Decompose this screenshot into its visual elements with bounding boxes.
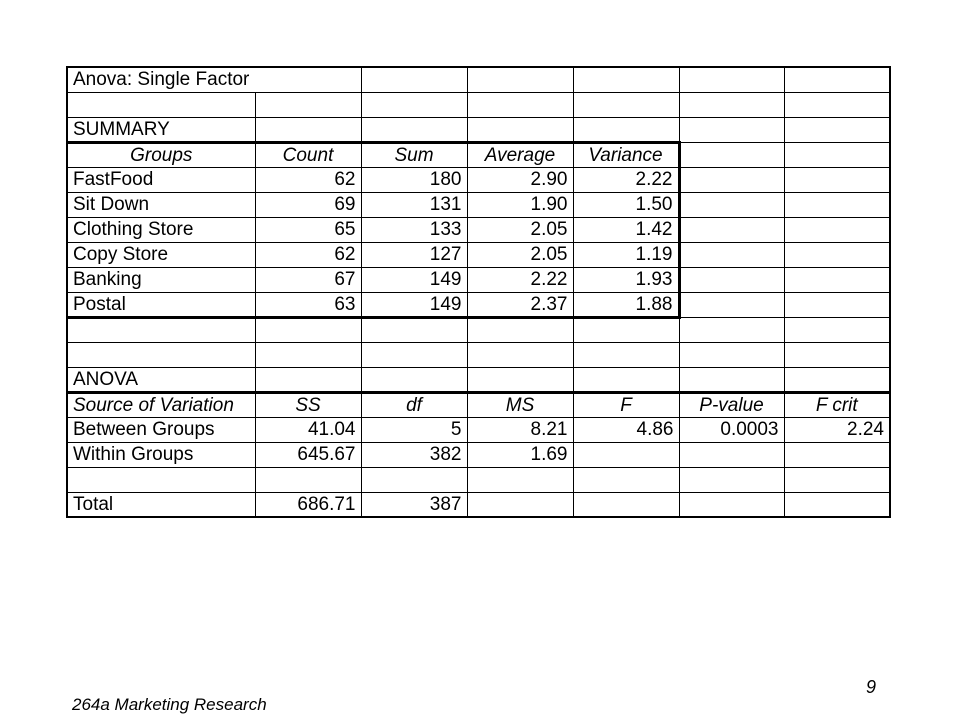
summary-label-row (67, 117, 890, 142)
ss-value: 41.04 (255, 417, 361, 442)
cell (67, 92, 255, 117)
source-name: Total (67, 492, 255, 517)
group-variance: 1.42 (573, 217, 679, 242)
cell (679, 492, 784, 517)
anova-header-ms: MS (467, 392, 573, 417)
cell (255, 317, 361, 342)
cell (255, 367, 361, 392)
group-name: Postal (67, 292, 255, 317)
group-count: 65 (255, 217, 361, 242)
df-value: 382 (361, 442, 467, 467)
cell (573, 317, 679, 342)
cell (467, 317, 573, 342)
anova-header-f: F (573, 392, 679, 417)
cell (784, 492, 890, 517)
cell (573, 467, 679, 492)
p-value: 0.0003 (679, 417, 784, 442)
summary-header-count: Count (255, 142, 361, 167)
cell (679, 142, 784, 167)
summary-row (67, 292, 890, 317)
group-variance: 1.93 (573, 267, 679, 292)
cell (573, 442, 679, 467)
group-average: 2.37 (467, 292, 573, 317)
group-name: FastFood (67, 167, 255, 192)
summary-row (67, 242, 890, 267)
cell (679, 467, 784, 492)
cell (573, 92, 679, 117)
anova-header-f-crit: F crit (784, 392, 890, 417)
summary-label: SUMMARY (67, 117, 255, 142)
group-name: Sit Down (67, 192, 255, 217)
summary-row (67, 192, 890, 217)
anova-row-within (67, 442, 890, 467)
cell (679, 167, 784, 192)
anova-header-row (67, 392, 890, 417)
cell (679, 267, 784, 292)
empty-row (67, 317, 890, 342)
cell (679, 117, 784, 142)
cell (679, 67, 784, 92)
group-average: 2.22 (467, 267, 573, 292)
source-name: Within Groups (67, 442, 255, 467)
cell (679, 217, 784, 242)
group-average: 2.90 (467, 167, 573, 192)
df-value: 387 (361, 492, 467, 517)
cell (361, 367, 467, 392)
cell (784, 67, 890, 92)
group-sum: 133 (361, 217, 467, 242)
anova-row-total (67, 492, 890, 517)
summary-header-groups: Groups (67, 142, 255, 167)
source-name: Between Groups (67, 417, 255, 442)
anova-table (66, 66, 891, 518)
group-average: 2.05 (467, 217, 573, 242)
cell (784, 442, 890, 467)
cell (679, 442, 784, 467)
cell (67, 342, 255, 367)
cell (467, 117, 573, 142)
summary-header-average: Average (467, 142, 573, 167)
empty-row (67, 467, 890, 492)
cell (467, 67, 573, 92)
cell (679, 292, 784, 317)
cell (255, 117, 361, 142)
sheet-title: Anova: Single Factor (67, 67, 361, 92)
group-variance: 1.50 (573, 192, 679, 217)
cell (573, 492, 679, 517)
cell (784, 217, 890, 242)
group-count: 67 (255, 267, 361, 292)
summary-row (67, 217, 890, 242)
anova-header-source: Source of Variation (67, 392, 255, 417)
group-count: 62 (255, 167, 361, 192)
empty-row (67, 342, 890, 367)
cell (784, 342, 890, 367)
group-count: 62 (255, 242, 361, 267)
summary-header-row (67, 142, 890, 167)
ss-value: 686.71 (255, 492, 361, 517)
group-sum: 180 (361, 167, 467, 192)
cell (784, 192, 890, 217)
footer-course: 264a Marketing Research (72, 695, 267, 714)
empty-row (67, 92, 890, 117)
anova-label: ANOVA (67, 367, 255, 392)
cell (784, 92, 890, 117)
cell (467, 492, 573, 517)
cell (467, 367, 573, 392)
f-value: 4.86 (573, 417, 679, 442)
group-average: 2.05 (467, 242, 573, 267)
cell (67, 317, 255, 342)
cell (784, 167, 890, 192)
cell (784, 317, 890, 342)
summary-header-variance: Variance (573, 142, 679, 167)
ms-value: 8.21 (467, 417, 573, 442)
anova-header-p-value: P-value (679, 392, 784, 417)
group-sum: 131 (361, 192, 467, 217)
cell (573, 67, 679, 92)
group-variance: 1.88 (573, 292, 679, 317)
page-number: 9 (866, 677, 877, 697)
group-sum: 149 (361, 292, 467, 317)
cell (255, 342, 361, 367)
title-row (67, 67, 890, 92)
cell (679, 92, 784, 117)
anova-header-df: df (361, 392, 467, 417)
cell (573, 367, 679, 392)
cell (467, 467, 573, 492)
cell (361, 117, 467, 142)
cell (573, 342, 679, 367)
group-sum: 149 (361, 267, 467, 292)
cell (255, 92, 361, 117)
cell (361, 92, 467, 117)
anova-header-ss: SS (255, 392, 361, 417)
group-variance: 2.22 (573, 167, 679, 192)
cell (784, 467, 890, 492)
group-variance: 1.19 (573, 242, 679, 267)
cell (679, 317, 784, 342)
cell (679, 242, 784, 267)
f-crit-value: 2.24 (784, 417, 890, 442)
cell (784, 242, 890, 267)
cell (784, 142, 890, 167)
cell (784, 367, 890, 392)
summary-row (67, 167, 890, 192)
group-count: 63 (255, 292, 361, 317)
cell (361, 467, 467, 492)
df-value: 5 (361, 417, 467, 442)
ss-value: 645.67 (255, 442, 361, 467)
cell (361, 67, 467, 92)
cell (361, 342, 467, 367)
cell (679, 367, 784, 392)
group-name: Copy Store (67, 242, 255, 267)
cell (67, 467, 255, 492)
ms-value: 1.69 (467, 442, 573, 467)
cell (784, 117, 890, 142)
group-sum: 127 (361, 242, 467, 267)
group-count: 69 (255, 192, 361, 217)
cell (361, 317, 467, 342)
group-name: Banking (67, 267, 255, 292)
cell (679, 192, 784, 217)
cell (573, 117, 679, 142)
cell (467, 342, 573, 367)
summary-header-sum: Sum (361, 142, 467, 167)
cell (784, 267, 890, 292)
group-name: Clothing Store (67, 217, 255, 242)
summary-row (67, 267, 890, 292)
cell (467, 92, 573, 117)
cell (255, 467, 361, 492)
anova-row-between (67, 417, 890, 442)
cell (784, 292, 890, 317)
anova-label-row (67, 367, 890, 392)
group-average: 1.90 (467, 192, 573, 217)
cell (679, 342, 784, 367)
